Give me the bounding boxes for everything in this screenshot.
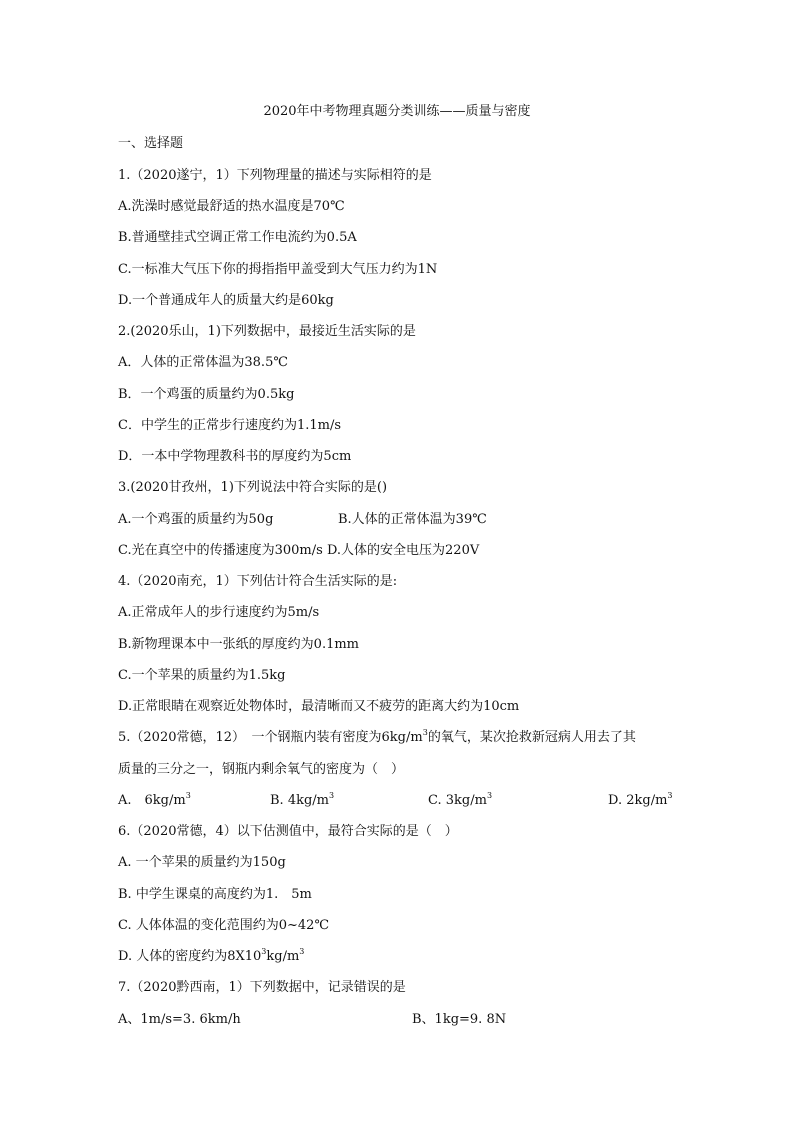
- question-1-option-d: D.一个普通成年人的质量大约是60kg: [118, 293, 334, 308]
- question-6-option-c: C. 人体体温的变化范围约为0~42℃: [118, 918, 329, 933]
- question-5-option-d-sup: 3: [667, 791, 673, 800]
- question-1-option-a: A.洗澡时感觉最舒适的热水温度是70℃: [118, 199, 345, 214]
- question-3-option-a: A.一个鸡蛋的质量约为50g: [118, 512, 274, 527]
- question-3-stem: 3.(2020甘孜州，1)下列说法中符合实际的是(): [118, 480, 388, 495]
- question-6-option-d-pre: D. 人体的密度约为8X10: [118, 949, 262, 964]
- question-7-option-b: B、1kg=9. 8N: [412, 1012, 507, 1027]
- question-6-option-b: B. 中学生课桌的高度约为1. 5m: [118, 887, 312, 902]
- question-5-option-d-text: D. 2kg/m: [608, 793, 668, 808]
- question-6-option-d-sup: 3: [261, 947, 267, 956]
- question-5-option-d: [608, 792, 673, 810]
- section-heading: 一、选择题: [118, 136, 184, 151]
- question-4-stem: 4.（2020南充，1）下列估计符合生活实际的是:: [118, 574, 398, 589]
- question-5-option-a-text: A. 6kg/m: [118, 793, 186, 808]
- question-2-option-a: A．人体的正常体温为38.5℃: [118, 355, 288, 370]
- question-4-option-c: C.一个苹果的质量约为1.5kg: [118, 668, 286, 683]
- question-1-stem: 1.（2020遂宁，1）下列物理量的描述与实际相符的是: [118, 168, 432, 183]
- question-5-option-b-text: B. 4kg/m: [270, 793, 329, 808]
- question-5-stem-line2: 质量的三分之一，钢瓶内剩余氧气的密度为（ ）: [118, 762, 405, 777]
- question-5-stem: [118, 729, 636, 747]
- question-7-option-a: A、1m/s=3. 6km/h: [118, 1012, 241, 1027]
- question-3-option-b: B.人体的正常体温为39℃: [338, 512, 487, 527]
- question-6-option-d: [118, 948, 304, 966]
- question-6-option-d-sup2: 3: [299, 947, 305, 956]
- question-2-option-c: C．中学生的正常步行速度约为1.1m/s: [118, 418, 341, 433]
- question-5-option-b: [270, 792, 334, 810]
- page-title: 2020年中考物理真题分类训练——质量与密度: [263, 104, 531, 119]
- question-4-option-a: A.正常成年人的步行速度约为5m/s: [118, 605, 320, 620]
- question-6-stem: 6.（2020常德，4）以下估测值中，最符合实际的是（ ）: [118, 824, 458, 839]
- question-4-option-d: D.正常眼睛在观察近处物体时，最清晰而又不疲劳的距离大约为10cm: [118, 699, 520, 714]
- question-6-option-d-mid: kg/m: [266, 949, 300, 964]
- question-3-option-cd: C.光在真空中的传播速度为300m/s D.人体的安全电压为220V: [118, 543, 480, 558]
- question-5-stem-post: 的氧气，某次抢救新冠病人用去了其: [427, 730, 636, 745]
- question-5-option-a-sup: 3: [185, 791, 191, 800]
- question-5-option-a: [118, 792, 191, 810]
- question-5-stem-pre: 5.（2020常德，12） 一个钢瓶内装有密度为6kg/m: [118, 730, 423, 745]
- question-5-stem-sup: 3: [422, 728, 428, 737]
- question-2-option-d: D．一本中学物理教科书的厚度约为5cm: [118, 449, 352, 464]
- question-5-option-b-sup: 3: [329, 791, 335, 800]
- question-5-option-c-sup: 3: [486, 791, 493, 800]
- question-1-option-c: C.一标准大气压下你的拇指指甲盖受到大气压力约为1N: [118, 262, 438, 277]
- question-2-option-b: B．一个鸡蛋的质量约为0.5kg: [118, 387, 295, 402]
- question-5-option-c: [428, 792, 492, 810]
- question-1-option-b: B.普通壁挂式空调正常工作电流约为0.5A: [118, 230, 357, 245]
- question-7-stem: 7.（2020黔西南，1）下列数据中，记录错误的是: [118, 980, 406, 995]
- question-6-option-a: A. 一个苹果的质量约为150g: [118, 855, 286, 870]
- question-5-option-c-text: C. 3kg/m: [428, 793, 487, 808]
- question-2-stem: 2.(2020乐山，1)下列数据中，最接近生活实际的是: [118, 324, 416, 339]
- question-4-option-b: B.新物理课本中一张纸的厚度约为0.1mm: [118, 637, 360, 652]
